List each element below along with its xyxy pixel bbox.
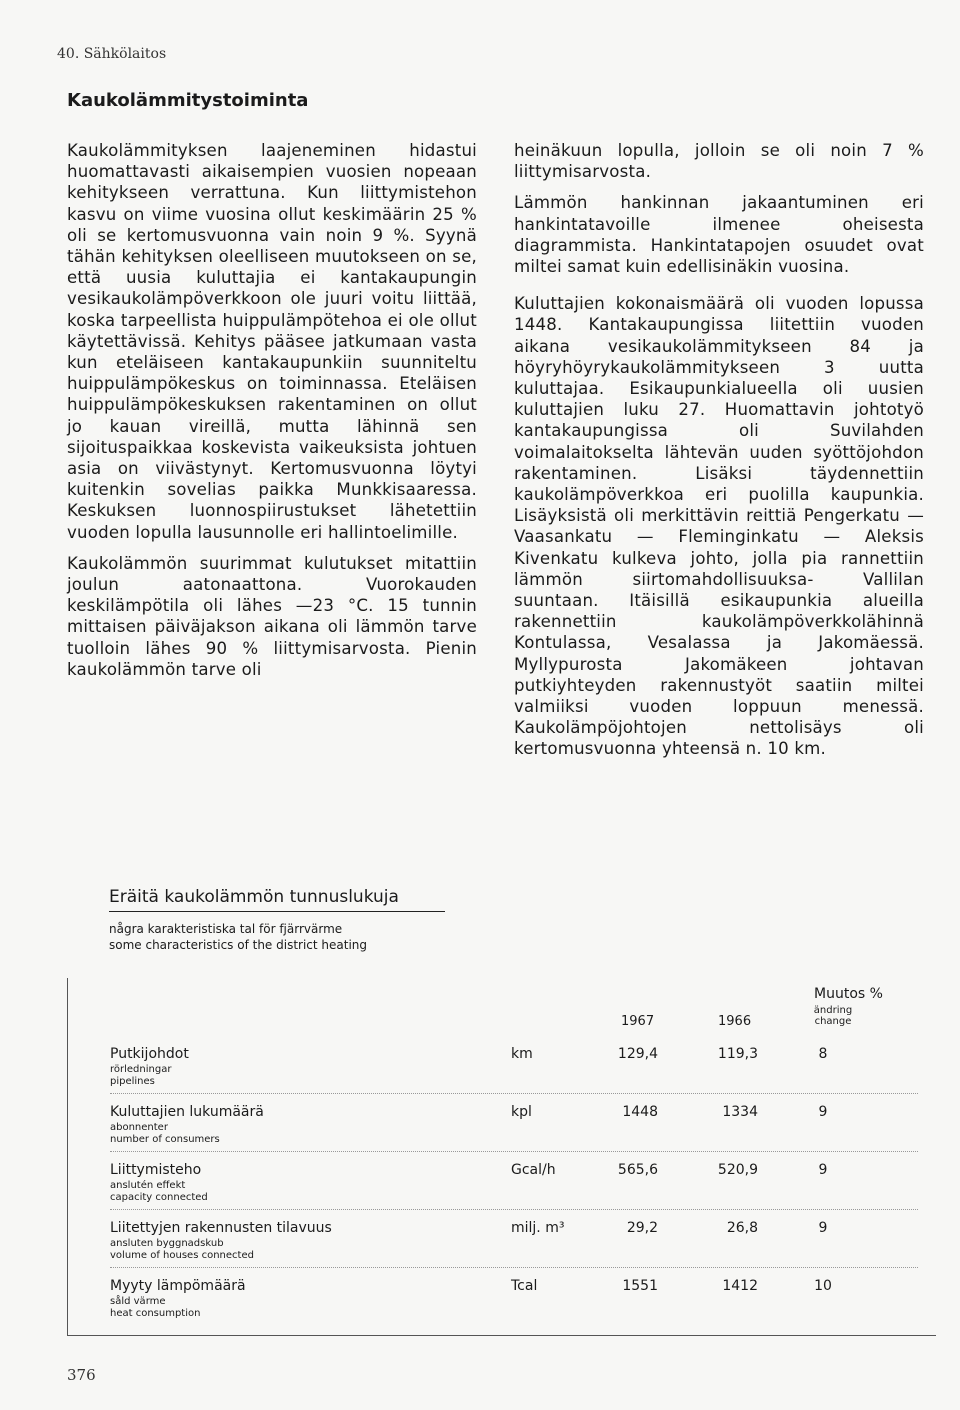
row-divider [110, 1209, 918, 1210]
row-change: 10 [814, 1278, 832, 1294]
row-value-1966: 119,3 [717, 1046, 758, 1062]
row-value-1966: 1334 [722, 1104, 758, 1120]
row-label-english: volume of houses connected [110, 1250, 254, 1261]
header-andring: ändring [813, 1005, 853, 1016]
row-label-swedish: anslutén effekt [110, 1180, 186, 1191]
paragraph: Kaukolämmön suurimmat kulutukset mitattiin joulun aatonaattona. Vuorokauden keskilämpötila oli lähes —23 °C. 15 tunnin mittaisen päiväjakson aikana oli lämmön tarve tuolloin lähes 90 % liittymisarvosta. Pienin kaukolämmön tarve oli [67, 553, 477, 679]
section-heading: Kaukolämmitystoiminta [67, 90, 309, 111]
table-title: Eräitä kaukolämmön tunnuslukuja [109, 887, 445, 912]
row-value-1966: 26,8 [726, 1220, 758, 1236]
row-unit: km [511, 1046, 533, 1062]
row-label-english: capacity connected [110, 1192, 208, 1203]
row-value-1967: 29,2 [626, 1220, 658, 1236]
row-label-swedish: rörledningar [110, 1064, 172, 1075]
row-change: 9 [818, 1220, 828, 1236]
page-header: 40. Sähkölaitos [57, 46, 167, 62]
row-value-1966: 520,9 [717, 1162, 758, 1178]
row-label-swedish: såld värme [110, 1296, 166, 1307]
table-subtitle-english: some characteristics of the district heating [109, 938, 368, 952]
row-value-1967: 1551 [622, 1278, 658, 1294]
row-value-1967: 1448 [622, 1104, 658, 1120]
header-1966: 1966 [718, 1014, 752, 1029]
row-label-finnish: Liitettyjen rakennusten tilavuus [110, 1220, 332, 1236]
row-label-finnish: Kuluttajien lukumäärä [110, 1104, 264, 1120]
header-muutos: Muutos % [814, 986, 883, 1002]
row-label-english: pipelines [110, 1076, 155, 1087]
table-subtitle-swedish: några karakteristiska tal för fjärrvärme [109, 922, 343, 936]
row-divider [110, 1151, 918, 1152]
row-label-swedish: ansluten byggnadskub [110, 1238, 224, 1249]
row-divider [110, 1093, 918, 1094]
header-change: change [814, 1016, 852, 1027]
row-label-finnish: Myyty lämpömäärä [110, 1278, 246, 1294]
row-unit: Gcal/h [511, 1162, 556, 1178]
row-change: 9 [818, 1104, 828, 1120]
paragraph: Lämmön hankinnan jakaantuminen eri hankintatavoille ilmenee oheisesta diagrammista. Hankintatapojen osuudet ovat miltei samat kuin edellisinäkin vuosina. [514, 193, 924, 277]
row-change: 9 [818, 1162, 828, 1178]
paragraph: Kaukolämmityksen laajeneminen hidastui huomattavasti aikaisempien vuosien nopeaan kehitykseen verrattuna. Kun liittymistehon kasvu on viime vuosina ollut keskimäärin 25 % oli se kertomusvuonna vain noin 9 %. Syynä tähän kehityksen oleelliseen muutokseen on se, että uusia kuluttajia ei kantakaupungin vesikaukolämpöverkkoon ole juuri voitu liittää, koska tarpeellista huippulämpötehoa ei ole ollut käytettävissä. Kehitys pääsee jatkumaan vasta kun eteläiseen kantakaupunkiin suunniteltu huippulämpökeskus on toiminnassa. Eteläisen huippulämpökeskuksen rakentaminen on ollut jo kauan vireillä, mutta lähinnä sen sijoituspaikkaa koskevista vaikeuksista johtuen asia on viivästynyt. Kertomusvuonna löytyi kuitenkin sovelias paikka Munkkisaaressa. Keskuksen luonnospiirustukset lähetettiin vuoden lopulla lausunnolle eri hallintoelimille. [67, 141, 477, 542]
header-1967: 1967 [621, 1014, 655, 1029]
row-change: 8 [818, 1046, 828, 1062]
row-unit: Tcal [511, 1278, 538, 1294]
row-value-1967: 129,4 [617, 1046, 658, 1062]
data-table [67, 978, 936, 1336]
row-unit: kpl [511, 1104, 532, 1120]
page-number: 376 [67, 1366, 96, 1384]
row-label-english: number of consumers [110, 1134, 220, 1145]
right-column [514, 140, 924, 776]
row-divider [110, 1267, 918, 1268]
left-column [67, 140, 477, 696]
paragraph: Kuluttajien kokonaismäärä oli vuoden lopussa 1448. Kantakaupungissa liitettiin vuoden aikana vesikaukolämmitykseen 84 ja höyryhöyrykaukolämmitykseen 3 uutta kuluttajaa. Esikaupunkialueella oli uusien kuluttajien luku 27. Huomattavin johtotyö kantakaupungissa oli Suvilahden voimalaitokselta lähtevän uuden syöttöjohdon rakentaminen. Lisäksi täydennettiin kaukolämpöverkkoa eri puolilla kaupunkia. Lisäyksistä oli merkittävin reittiä Pengerkatu — Vaasankatu — Fleminginkatu — Aleksis Kivenkatu kulkeva johto, jolla pia rannettiin lämmön siirtomahdollisuuksa- Vallilan suuntaan. Itäisillä esikaupunkia alueilla rakennettiin kaukolämpöverkkolähinnä Kontulassa, Vesalassa ja Jakomäessä. Myllypurosta Jakomäkeen johtavan putkiyhteyden rakennustyöt saatiin miltei valmiiksi vuoden loppuun menessä. Kaukolämpöjohtojen nettolisäys oli kertomusvuonna yhteensä n. 10 km. [514, 294, 924, 759]
paragraph: heinäkuun lopulla, jolloin se oli noin 7 % liittymisarvosta. [514, 141, 924, 182]
row-label-english: heat consumption [110, 1308, 201, 1319]
row-value-1966: 1412 [722, 1278, 758, 1294]
row-value-1967: 565,6 [617, 1162, 658, 1178]
row-unit: milj. m³ [511, 1220, 565, 1236]
row-label-finnish: Liittymisteho [110, 1162, 202, 1178]
row-label-finnish: Putkijohdot [110, 1046, 189, 1062]
row-label-swedish: abonnenter [110, 1122, 168, 1133]
